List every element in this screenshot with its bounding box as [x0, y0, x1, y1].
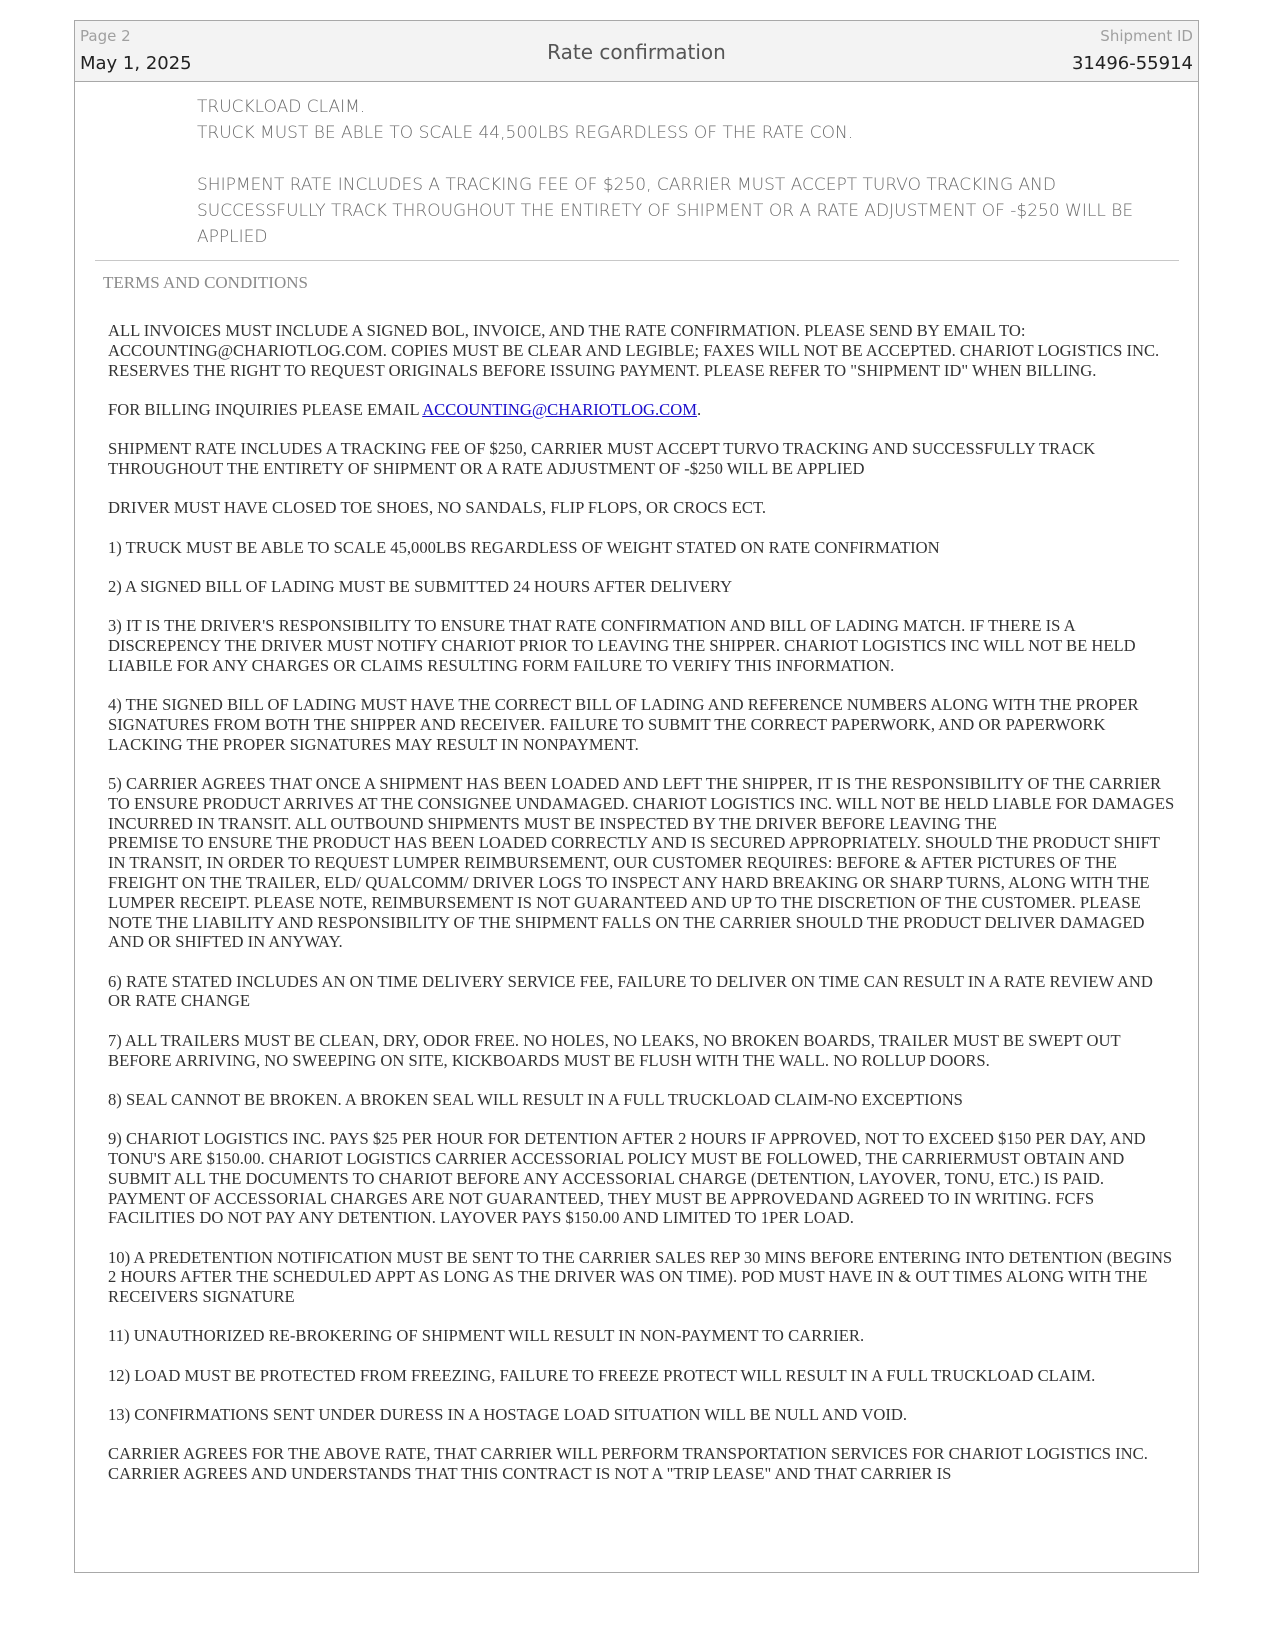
- note-line: TRUCKLOAD CLAIM.: [197, 97, 366, 117]
- billing-suffix: .: [697, 399, 702, 419]
- note-line: SHIPMENT RATE INCLUDES A TRACKING FEE OF $250, CARRIER MUST ACCEPT TURVO TRACKING AND SUCCESSFULLY TRACK THROUGHOUT THE ENTIRETY OF SHIPMENT OR A RATE ADJUSTMENT OF -$250 WILL BE APPLIED: [197, 175, 1134, 247]
- terms-paragraph: 8) SEAL CANNOT BE BROKEN. A BROKEN SEAL WILL RESULT IN A FULL TRUCKLOAD CLAIM-NO EXCEPTIONS: [108, 1089, 963, 1109]
- terms-paragraph: 4) THE SIGNED BILL OF LADING MUST HAVE THE CORRECT BILL OF LADING AND REFERENCE NUMBERS ALONG WITH THE PROPER SIGNATURES FROM BOTH THE SHIPPER AND RECEIVER. FAILURE TO SUBMIT THE CORRECT PAPERWORK, AND OR PAPERWORK LACKING THE PROPER SIGNATURES MAY RESULT IN NONPAYMENT.: [108, 695, 1139, 754]
- shipment-id-label: Shipment ID: [1100, 27, 1193, 45]
- shipment-id-value: 31496-55914: [1071, 53, 1193, 74]
- terms-paragraph: CARRIER AGREES FOR THE ABOVE RATE, THAT CARRIER WILL PERFORM TRANSPORTATION SERVICES FOR CHARIOT LOGISTICS INC. CARRIER AGREES AND UNDERSTANDS THAT THIS CONTRACT IS NOT A "TRIP LEASE" AND THAT CARRIER IS: [108, 1444, 1148, 1484]
- terms-body: [108, 321, 1178, 1503]
- terms-paragraph: 3) IT IS THE DRIVER'S RESPONSIBILITY TO ENSURE THAT RATE CONFIRMATION AND BILL OF LADING MATCH. IF THERE IS A DISCREPENCY THE DRIVER MUST NOTIFY CHARIOT PRIOR TO LEAVING THE SHIPPER. CHARIOT LOGISTICS INC WILL NOT BE HELD LIABILE FOR ANY CHARGES OR CLAIMS RESULTING FORM FAILURE TO VERIFY THIS INFORMATION.: [108, 616, 1136, 675]
- terms-paragraph: 1) TRUCK MUST BE ABLE TO SCALE 45,000LBS REGARDLESS OF WEIGHT STATED ON RATE CONFIRMATION: [108, 537, 940, 557]
- page-header: [75, 21, 1198, 82]
- terms-paragraph: 12) LOAD MUST BE PROTECTED FROM FREEZING, FAILURE TO FREEZE PROTECT WILL RESULT IN A FULL TRUCKLOAD CLAIM.: [108, 1365, 1096, 1385]
- terms-paragraph: SHIPMENT RATE INCLUDES A TRACKING FEE OF $250, CARRIER MUST ACCEPT TURVO TRACKING AND SUCCESSFULLY TRACK THROUGHOUT THE ENTIRETY OF SHIPMENT OR A RATE ADJUSTMENT OF -$250 WILL BE APPLIED: [108, 439, 1096, 478]
- page-number: Page 2: [80, 27, 131, 45]
- terms-paragraph: 13) CONFIRMATIONS SENT UNDER DURESS IN A HOSTAGE LOAD SITUATION WILL BE NULL AND VOID.: [108, 1405, 908, 1425]
- section-divider: [95, 260, 1179, 261]
- terms-paragraph: 6) RATE STATED INCLUDES AN ON TIME DELIVERY SERVICE FEE, FAILURE TO DELIVER ON TIME CAN RESULT IN A RATE REVIEW AND OR RATE CHANGE: [108, 971, 1153, 1011]
- note-line: TRUCK MUST BE ABLE TO SCALE 44,500LBS REGARDLESS OF THE RATE CON.: [197, 123, 854, 143]
- terms-paragraph: 10) A PREDETENTION NOTIFICATION MUST BE SENT TO THE CARRIER SALES REP 30 MINS BEFORE ENTERING INTO DETENTION (BEGINS 2 HOURS AFTER THE SCHEDULED APPT AS LONG AS THE DRIVER WAS ON TIME). POD MUST HAVE IN & OUT TIMES ALONG WITH THE RECEIVERS SIGNATURE: [108, 1247, 1173, 1307]
- billing-inquiries: [108, 400, 1178, 420]
- terms-paragraph: 11) UNAUTHORIZED RE-BROKERING OF SHIPMENT WILL RESULT IN NON-PAYMENT TO CARRIER.: [108, 1326, 865, 1346]
- terms-paragraph: 2) A SIGNED BILL OF LADING MUST BE SUBMITTED 24 HOURS AFTER DELIVERY: [108, 576, 733, 596]
- terms-paragraph: [108, 774, 1178, 952]
- terms-text: PREMISE TO ENSURE THE PRODUCT HAS BEEN LOADED CORRECTLY AND IS SECURED APPROPRIATELY. SHOULD THE PRODUCT SHIFT IN TRANSIT, IN ORDER TO REQUEST LUMPER REIMBURSEMENT, OUR CUSTOMER REQUIRES: BEFORE & AFTER PICTURES OF THE FREIGHT ON THE TRAILER, ELD/ QUALCOMM/ DRIVER LOGS TO INSPECT ANY HARD BREAKING OR SHARP TURNS, ALONG WITH THE LUMPER RECEIPT. PLEASE NOTE, REIMBURSEMENT IS NOT GUARANTEED AND UP TO THE DISCRETION OF THE CUSTOMER. PLEASE NOTE THE LIABILITY AND RESPONSIBILITY OF THE SHIPMENT FALLS ON THE CARRIER SHOULD THE PRODUCT DELIVER DAMAGED AND OR SHIFTED IN ANYWAY.: [108, 833, 1160, 952]
- document-date: May 1, 2025: [80, 53, 192, 74]
- document-frame: [74, 20, 1199, 1573]
- terms-paragraph: DRIVER MUST HAVE CLOSED TOE SHOES, NO SANDALS, FLIP FLOPS, OR CROCS ECT.: [108, 498, 767, 518]
- terms-text: 5) CARRIER AGREES THAT ONCE A SHIPMENT HAS BEEN LOADED AND LEFT THE SHIPPER, IT IS THE RESPONSIBILITY OF THE CARRIER TO ENSURE PRODUCT ARRIVES AT THE CONSIGNEE UNDAMAGED. CHARIOT LOGISTICS INC. WILL NOT BE HELD LIABLE FOR DAMAGES INCURRED IN TRANSIT. ALL OUTBOUND SHIPMENTS MUST BE INSPECTED BY THE DRIVER BEFORE LEAVING THE: [108, 773, 1175, 833]
- billing-text: FOR BILLING INQUIRIES PLEASE EMAIL: [108, 399, 423, 419]
- billing-email-link[interactable]: ACCOUNTING@CHARIOTLOG.COM: [422, 399, 697, 419]
- terms-paragraph: 7) ALL TRAILERS MUST BE CLEAN, DRY, ODOR FREE. NO HOLES, NO LEAKS, NO BROKEN BOARDS, TRAILER MUST BE SWEPT OUT BEFORE ARRIVING, NO SWEEPING ON SITE, KICKBOARDS MUST BE FLUSH WITH THE WALL. NO ROLLUP DOORS.: [108, 1030, 1121, 1070]
- page-title: Rate confirmation: [547, 40, 726, 64]
- terms-paragraph: ALL INVOICES MUST INCLUDE A SIGNED BOL, INVOICE, AND THE RATE CONFIRMATION. PLEASE SEND BY EMAIL TO: ACCOUNTING@CHARIOTLOG.COM. COPIES MUST BE CLEAR AND LEGIBLE; FAXES WILL NOT BE ACCEPTED. CHARIOT LOGISTICS INC. RESERVES THE RIGHT TO REQUEST ORIGINALS BEFORE ISSUING PAYMENT. PLEASE REFER TO "SHIPMENT ID" WHEN BILLING.: [108, 321, 1160, 380]
- terms-paragraph: 9) CHARIOT LOGISTICS INC. PAYS $25 PER HOUR FOR DETENTION AFTER 2 HOURS IF APPROVED, NOT TO EXCEED $150 PER DAY, AND TONU'S ARE $150.00. CHARIOT LOGISTICS CARRIER ACCESSORIAL POLICY MUST BE FOLLOWED, THE CARRIERMUST OBTAIN AND SUBMIT ALL THE DOCUMENTS TO CHARIOT BEFORE ANY ACCESSORIAL CHARGE (DETENTION, LAYOVER, TONU, ETC.) IS PAID. PAYMENT OF ACCESSORIAL CHARGES ARE NOT GUARANTEED, THEY MUST BE APPROVEDAND AGREED TO IN WRITING. FCFS FACILITIES DO NOT PAY ANY DETENTION. LAYOVER PAYS $150.00 AND LIMITED TO 1PER LOAD.: [108, 1129, 1146, 1228]
- shipment-notes: [197, 94, 1177, 250]
- terms-heading: TERMS AND CONDITIONS: [103, 273, 308, 292]
